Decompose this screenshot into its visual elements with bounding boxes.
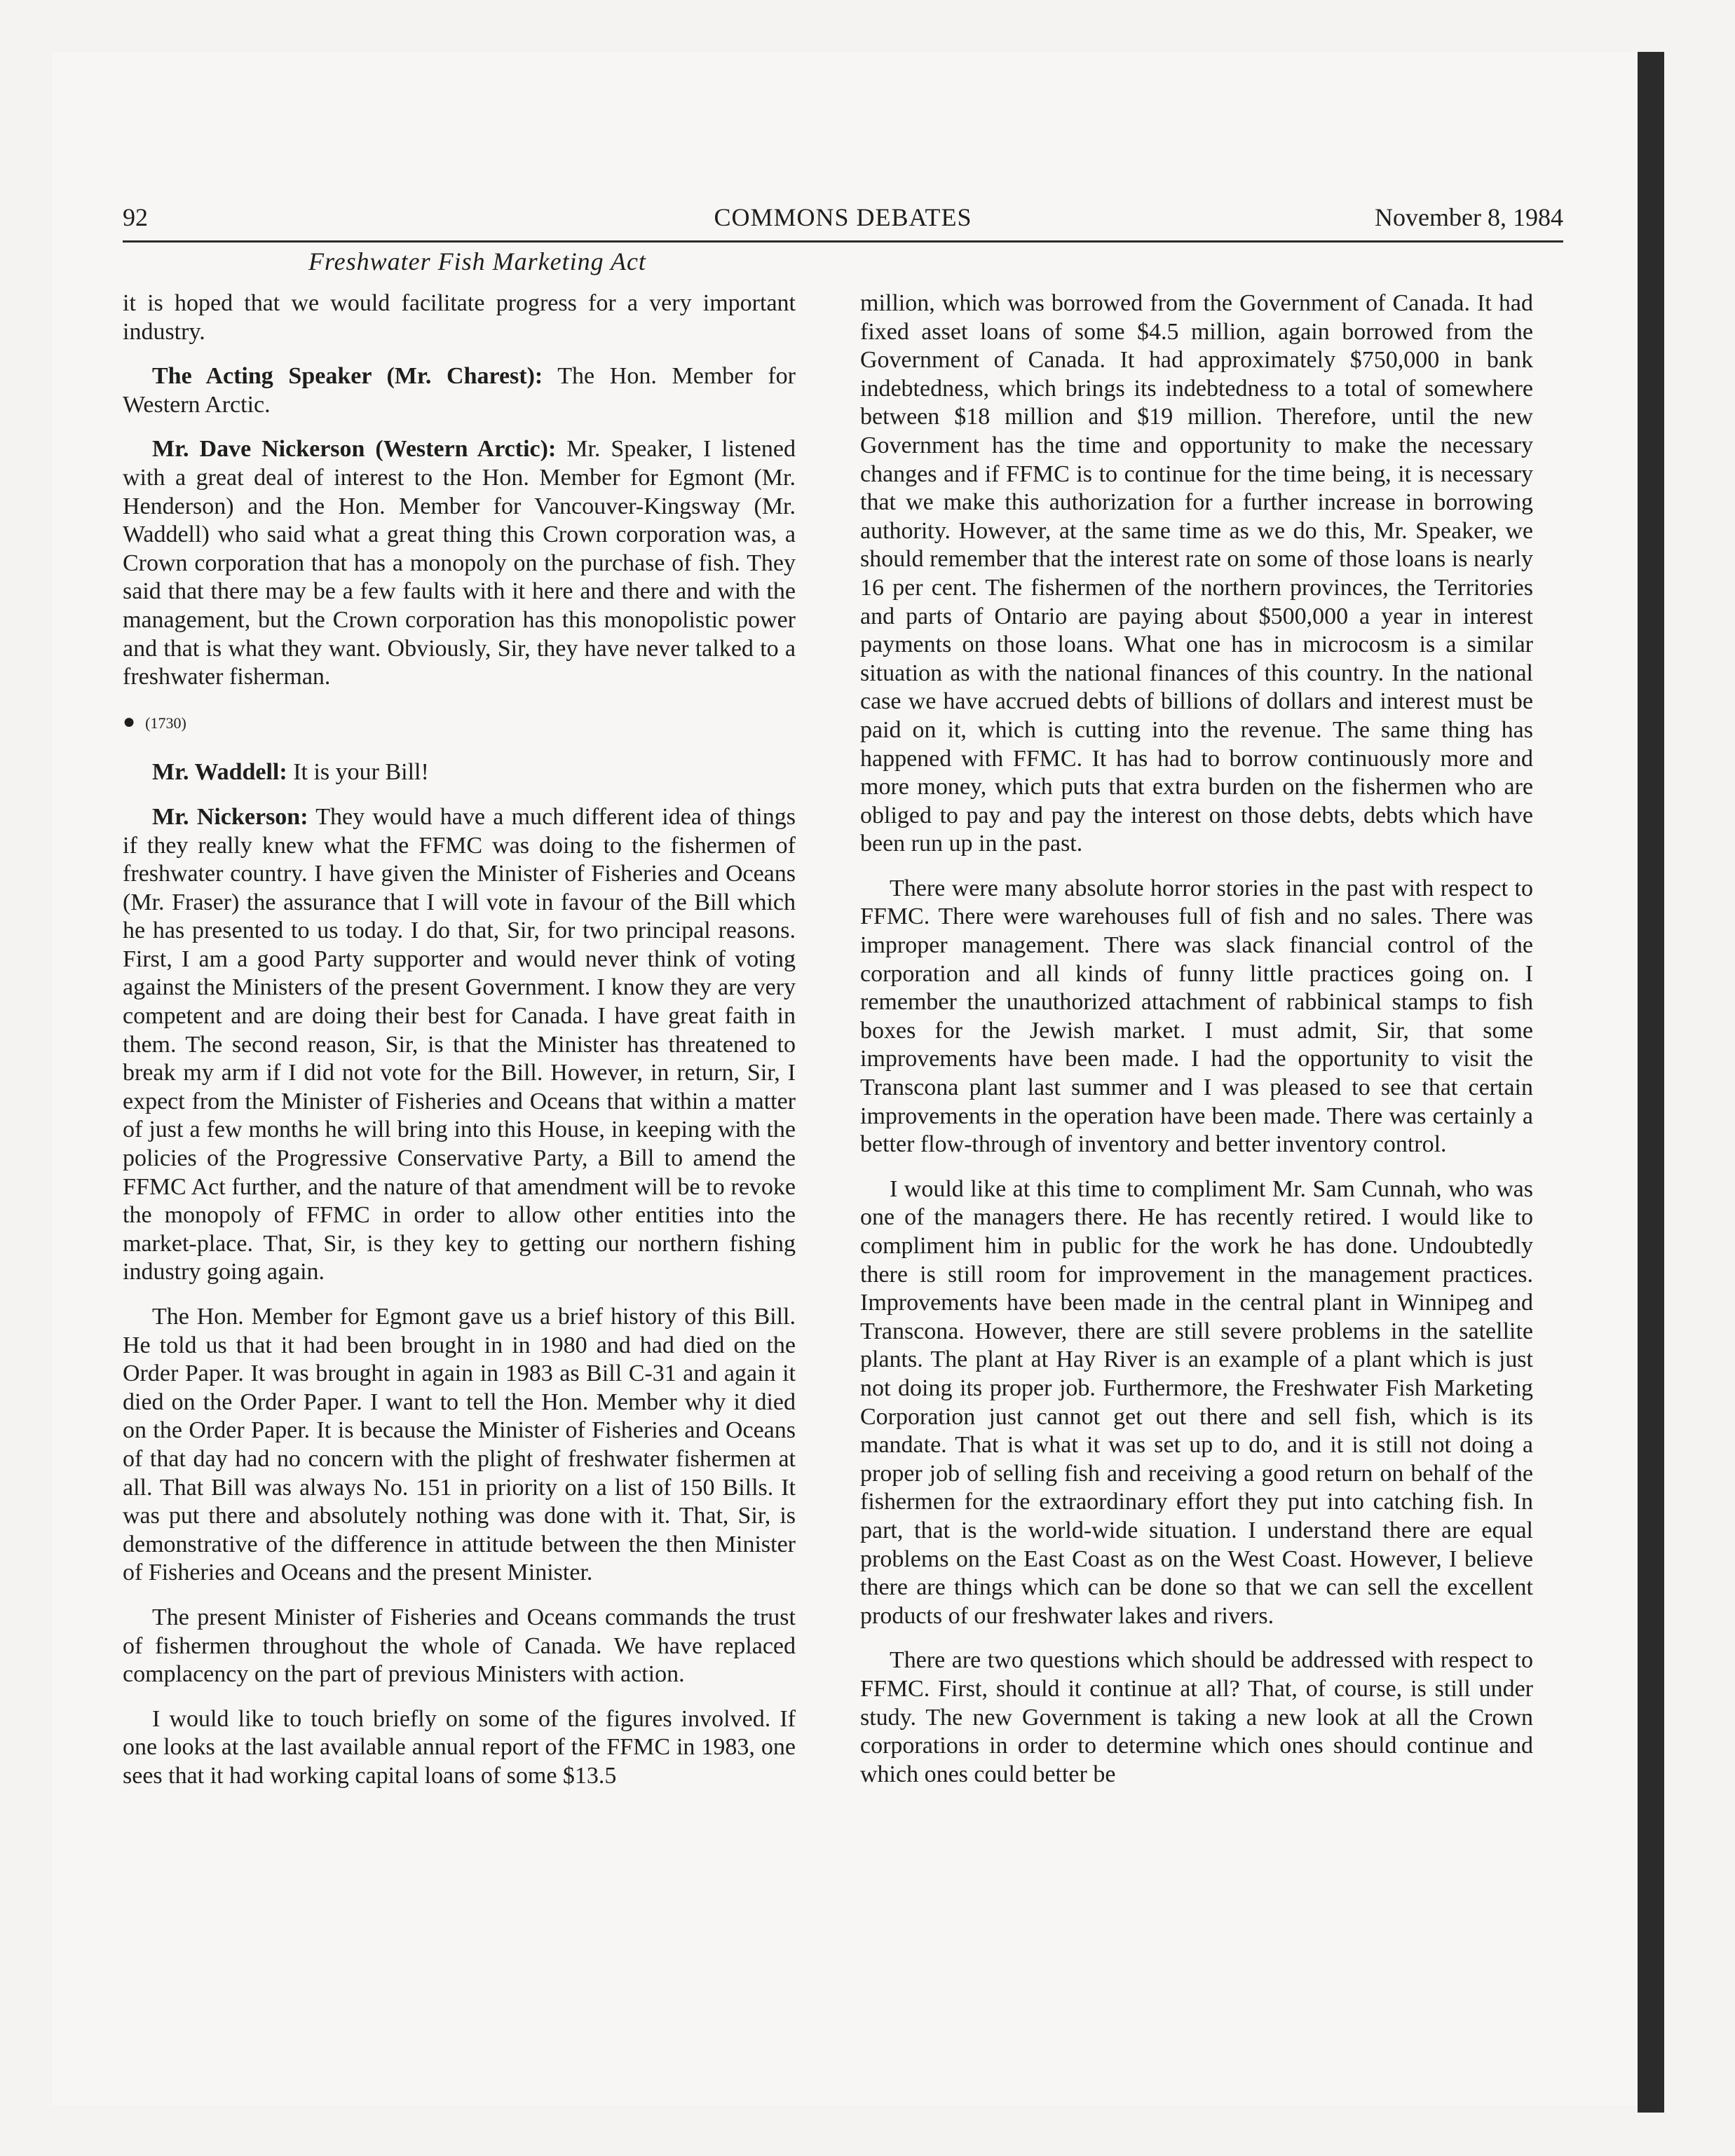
running-title: Freshwater Fish Marketing Act bbox=[308, 247, 646, 275]
paragraph-text: There were many absolute horror stories in the past with respect to FFMC. There were warehouses full of fish and no sales. There was improper management. There was slack financial control of the corporation and all kinds of funny little practices going on. I remember the unauthorized attachment of rabbinical stamps to fish boxes for the Jewish market. I must admit, Sir, that some improvements have been made. I had the opportunity to visit the Transcona plant last summer and I was pleased to see that certain improvements in the operation have been made. There was certainly a better flow-through of inventory and better inventory control. bbox=[860, 875, 1533, 1158]
speaker-name: The Acting Speaker (Mr. Charest): bbox=[152, 363, 543, 390]
paragraph bbox=[123, 362, 796, 419]
paragraph-text: It is your Bill! bbox=[287, 759, 429, 786]
speaker-name: Mr. Nickerson: bbox=[152, 803, 308, 830]
paragraph bbox=[123, 1705, 796, 1791]
speaker-name: Mr. Dave Nickerson (Western Arctic): bbox=[152, 436, 557, 463]
right-column bbox=[860, 289, 1533, 1805]
page-number: 92 bbox=[123, 203, 148, 231]
paragraph-text: it is hoped that we would facilitate progress for a very important industry. bbox=[123, 290, 796, 345]
paragraph-text: They would have a much different idea of things if they really knew what the FFMC was doing to the fishermen of freshwater country. I have given the Minister of Fisheries and Oceans (Mr. Fraser) the assurance that I will vote in favour of the Bill which he has presented to us today. I do that, Sir, for two principal reasons. First, I am a good Party supporter and would never think of voting against the Ministers of the present Government. I know they are very competent and are doing their best for Canada. I have great faith in them. The second reason, Sir, is that the Minister has threatened to break my arm if I did not vote for the Bill. However, in return, Sir, I expect from the Minister of Fisheries and Oceans that within a matter of just a few months he will bring into this House, in keeping with the policies of the Progressive Conservative Party, a Bill to amend the FFMC Act further, and the nature of that amendment will be to revoke the monopoly of FFMC in order to allow other entities into the market-place. That, Sir, is they key to getting our northern fishing industry going again. bbox=[123, 803, 796, 1285]
publication-title: COMMONS DEBATES bbox=[714, 203, 972, 231]
paragraph-text: I would like to touch briefly on some of the figures involved. If one looks at the last available annual report of the FFMC in 1983, one sees that it had working capital loans of some $13.5 bbox=[123, 1705, 796, 1789]
paragraph bbox=[860, 1175, 1533, 1631]
paragraph bbox=[123, 1604, 796, 1689]
paragraph-text: The Hon. Member for Egmont gave us a brief history of this Bill. He told us that it had been brought in in 1980 and had died on the Order Paper. It was brought in again in 1983 as Bill C-31 and again it died on the Order Paper. I want to tell the Hon. Member why it died on the Order Paper. It is because the Minister of Fisheries and Oceans of that day had no concern with the plight of freshwater fishermen at all. That Bill was always No. 151 in priority on a list of 150 Bills. It was put there and absolutely nothing was done with it. That, Sir, is demonstrative of the difference in attitude between the then Minister of Fisheries and Oceans and the present Minister. bbox=[123, 1304, 796, 1586]
paragraph bbox=[123, 758, 796, 787]
page-header bbox=[123, 198, 1563, 243]
paragraph bbox=[123, 435, 796, 691]
paragraph bbox=[860, 1646, 1533, 1789]
paragraph bbox=[123, 1303, 796, 1588]
paragraph-text: There are two questions which should be addressed with respect to FFMC. First, should it continue at all? That, of course, is still under study. The new Government is taking a new look at all the Crown corporations in order to determine which ones should continue and which ones could better be bbox=[860, 1647, 1533, 1787]
publication-date: November 8, 1984 bbox=[1375, 203, 1563, 231]
left-column bbox=[123, 289, 796, 1807]
paragraph-text: The present Minister of Fisheries and Oceans commands the trust of fishermen throughout the whole of Canada. We have replaced complacency on the part of previous Ministers with action. bbox=[123, 1604, 796, 1688]
speaker-name: Mr. Waddell: bbox=[152, 759, 287, 786]
paragraph-text: Mr. Speaker, I listened with a great deal of interest to the Hon. Member for Egmont (Mr. Henderson) and the Hon. Member for Vancouver-Kingsway (Mr. Waddell) who said what a great thing this Crown corporation was, a Crown corporation that has a monopoly on the purchase of fish. They said that there may be a few faults with it here and there and with the management, but the Crown corporation has this monopolistic power and that is what they want. Obviously, Sir, they have never talked to a freshwater fisherman. bbox=[123, 436, 796, 690]
paragraph bbox=[860, 875, 1533, 1159]
bullet-icon: ● bbox=[123, 709, 136, 733]
paragraph-text: I would like at this time to compliment Mr. Sam Cunnah, who was one of the managers there. He has recently retired. I would like to compliment him in public for the work he has done. Undoubtedly there is still room for improvement in the management practices. Improvements have been made in the central plant in Winnipeg and Transcona. However, there are still severe problems in the satellite plants. The plant at Hay River is an example of a plant which is just not doing its proper job. Furthermore, the Freshwater Fish Marketing Corporation just cannot get out there and sell fish, which is its mandate. That is what it was set up to do, and it is still not doing a proper job of selling fish and receiving a good return on behalf of the fishermen for the extraordinary effort they put into catching fish. In part, that is the world-wide situation. I understand there are equal problems on the East Coast as on the West Coast. However, I believe there are things which can be done so that we can sell the excellent products of our freshwater lakes and rivers. bbox=[860, 1175, 1533, 1629]
time-marker-text: (1730) bbox=[145, 714, 186, 732]
paragraph-text: million, which was borrowed from the Government of Canada. It had fixed asset loans of some $4.5 million, again borrowed from the Government of Canada. It had approximately $750,000 in bank indebtedness, which brings its indebtedness to a total of somewhere between $18 million and $19 million. Therefore, until the new Government has the time and opportunity to make the necessary changes and if FFMC is to continue for the time being, it is necessary that we make this authorization for a further increase in borrowing authority. However, at the same time as we do this, Mr. Speaker, we should remember that the interest rate on some of those loans is nearly 16 per cent. The fishermen of the northern provinces, the Territories and parts of Ontario are paying about $500,000 a year in interest payments on those loans. What one has in microcosm is a similar situation as with the national finances of this country. In the national case we have accrued debts of billions of dollars and interest must be paid on it, which is cutting into the revenue. The same thing has happened with FFMC. It has had to borrow continuously more and more money, which puts that extra burden on the fishermen who are obliged to pay and pay the interest on those debts, debts which have been run up in the past. bbox=[860, 290, 1533, 857]
paragraph bbox=[123, 289, 796, 346]
scan-edge-shadow bbox=[1638, 52, 1664, 2113]
time-marker bbox=[123, 708, 796, 738]
paragraph bbox=[860, 289, 1533, 859]
paragraph-text: The Hon. Member for Western Arctic. bbox=[123, 363, 796, 418]
paragraph bbox=[123, 803, 796, 1287]
